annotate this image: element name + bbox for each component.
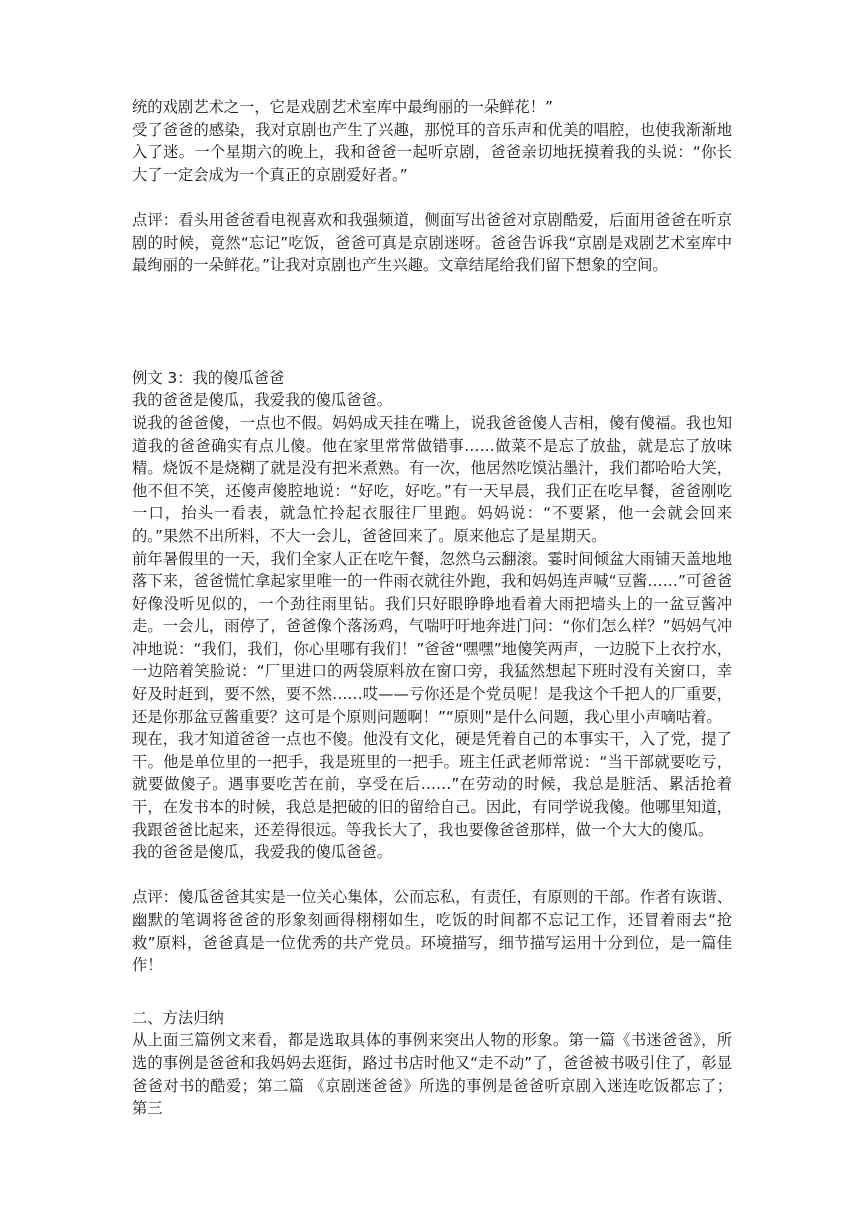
paragraph: 我的爸爸是傻瓜，我爱我的傻瓜爸爸。 [132,843,393,862]
paragraph: 现在，我才知道爸爸一点也不傻。他没有文化，硬是凭着自己的本事实干，入了党，提了干。他是单位里的一把手，我是班里的一把手。班主任武老师常说：“当干部就要吃亏，就要做傻子。遇事要吃苦在前，享受在后……”在劳动的时候，我总是脏活、累活抢着干，在发书本的时候，我总是把破的旧的留给自己。因此，有同学说我傻。他哪里知道，我跟爸爸比起来，还差得很远。等我长大了，我也要像爸爸那样，做一个大大的傻瓜。 [132,730,732,839]
paragraph: 受了爸爸的感染，我对京剧也产生了兴趣，那悦耳的音乐声和优美的唱腔，也使我渐渐地入了迷。一个星期六的晚上，我和爸爸一起听京剧，爸爸亲切地抚摸着我的头说：“你长大了一定会成为一个真正的京剧爱好者。” [132,120,732,184]
document-page [132,96,732,1120]
paragraph: 统的戏剧艺术之一，它是戏剧艺术室库中最绚丽的一朵鲜花！” [132,98,553,116]
paragraph: 前年暑假里的一天，我们全家人正在吃午餐，忽然乌云翻滚。霎时间倾盆大雨铺天盖地地落下来，爸爸慌忙拿起家里唯一的一件雨衣就往外跑，我和妈妈连声喊“豆酱……”可爸爸好像没听见似的，一个劲往雨里钻。我们只好眼睁睁地看着大雨把墙头上的一盆豆酱冲走。一会儿，雨停了，爸爸像个落汤鸡，气喘吁吁地奔进门问：“你们怎么样？”妈妈气冲冲地说：“我们，我们，你心里哪有我们！”爸爸“嘿嘿”地傻笑两声，一边脱下上衣拧水，一边陪着笑脸说：“厂里进口的两袋原料放在窗口旁，我猛然想起下班时没有关窗口，幸好及时赶到，要不然，要不然……哎——亏你还是个党员呢！是我这个千把人的厂重要，还是你那盆豆酱重要？这可是个原则问题啊！”“原则”是什么问题，我心里小声嘀咕着。 [132,549,732,726]
method-summary-section [132,1007,732,1120]
comment-block [132,886,732,976]
comment-paragraph: 点评：傻瓜爸爸其实是一位关心集体，公而忘私，有责任，有原则的干部。作者有诙谐、幽默的笔调将爸爸的形象刻画得栩栩如生，吃饭的时间都不忘记工作，还冒着雨去“抢救”原料，爸爸真是一位优秀的共产党员。环境描写，细节描写运用十分到位，是一篇佳作！ [132,888,732,975]
section-previous-essay-end [132,96,732,186]
example-essay-3 [132,367,732,864]
section-heading: 二、方法归纳 [132,1008,224,1027]
paragraph: 从上面三篇例文来看，都是选取具体的事例来突出人物的形象。第一篇《书迷爸爸》，所选的事例是爸爸和我妈妈去逛街，路过书店时他又“走不动”了，爸爸被书吸引住了，彰显爸爸对书的酷爱；第二篇 《京剧迷爸爸》所选的事例是爸爸听京剧入迷连吃饭都忘了；第三 [132,1031,732,1118]
paragraph: 说我的爸爸傻，一点也不假。妈妈成天挂在嘴上，说我爸爸傻人吉相，傻有傻福。我也知道我的爸爸确实有点儿傻。他在家里常常做错事……做菜不是忘了放盐，就是忘了放味精。烧饭不是烧糊了就是没有把米煮熟。有一次，他居然吃馍沾墨汁，我们都哈哈大笑，他不但不笑，还傻声傻腔地说：“好吃，好吃。”有一天早晨，我们正在吃早餐，爸爸刚吃一口，抬头一看表，就急忙拎起衣服往厂里跑。妈妈说：“不要紧，他一会就会回来的。”果然不出所料，不大一会儿，爸爸回来了。原来他忘了是星期天。 [132,413,732,545]
comment-paragraph: 点评：看头用爸爸看电视喜欢和我强频道，侧面写出爸爸对京剧酷爱，后面用爸爸在听京剧的时候，竟然“忘记”吃饭，爸爸可真是京剧迷呀。爸爸告诉我“京剧是戏剧艺术室库中最绚丽的一朵鲜花。”让我对京剧也产生兴趣。文章结尾给我们留下想象的空间。 [132,210,732,275]
example-title: 例文 3：我的傻瓜爸爸 [132,368,285,387]
comment-block [132,209,732,277]
paragraph: 我的爸爸是傻瓜，我爱我的傻瓜爸爸。 [132,391,393,410]
